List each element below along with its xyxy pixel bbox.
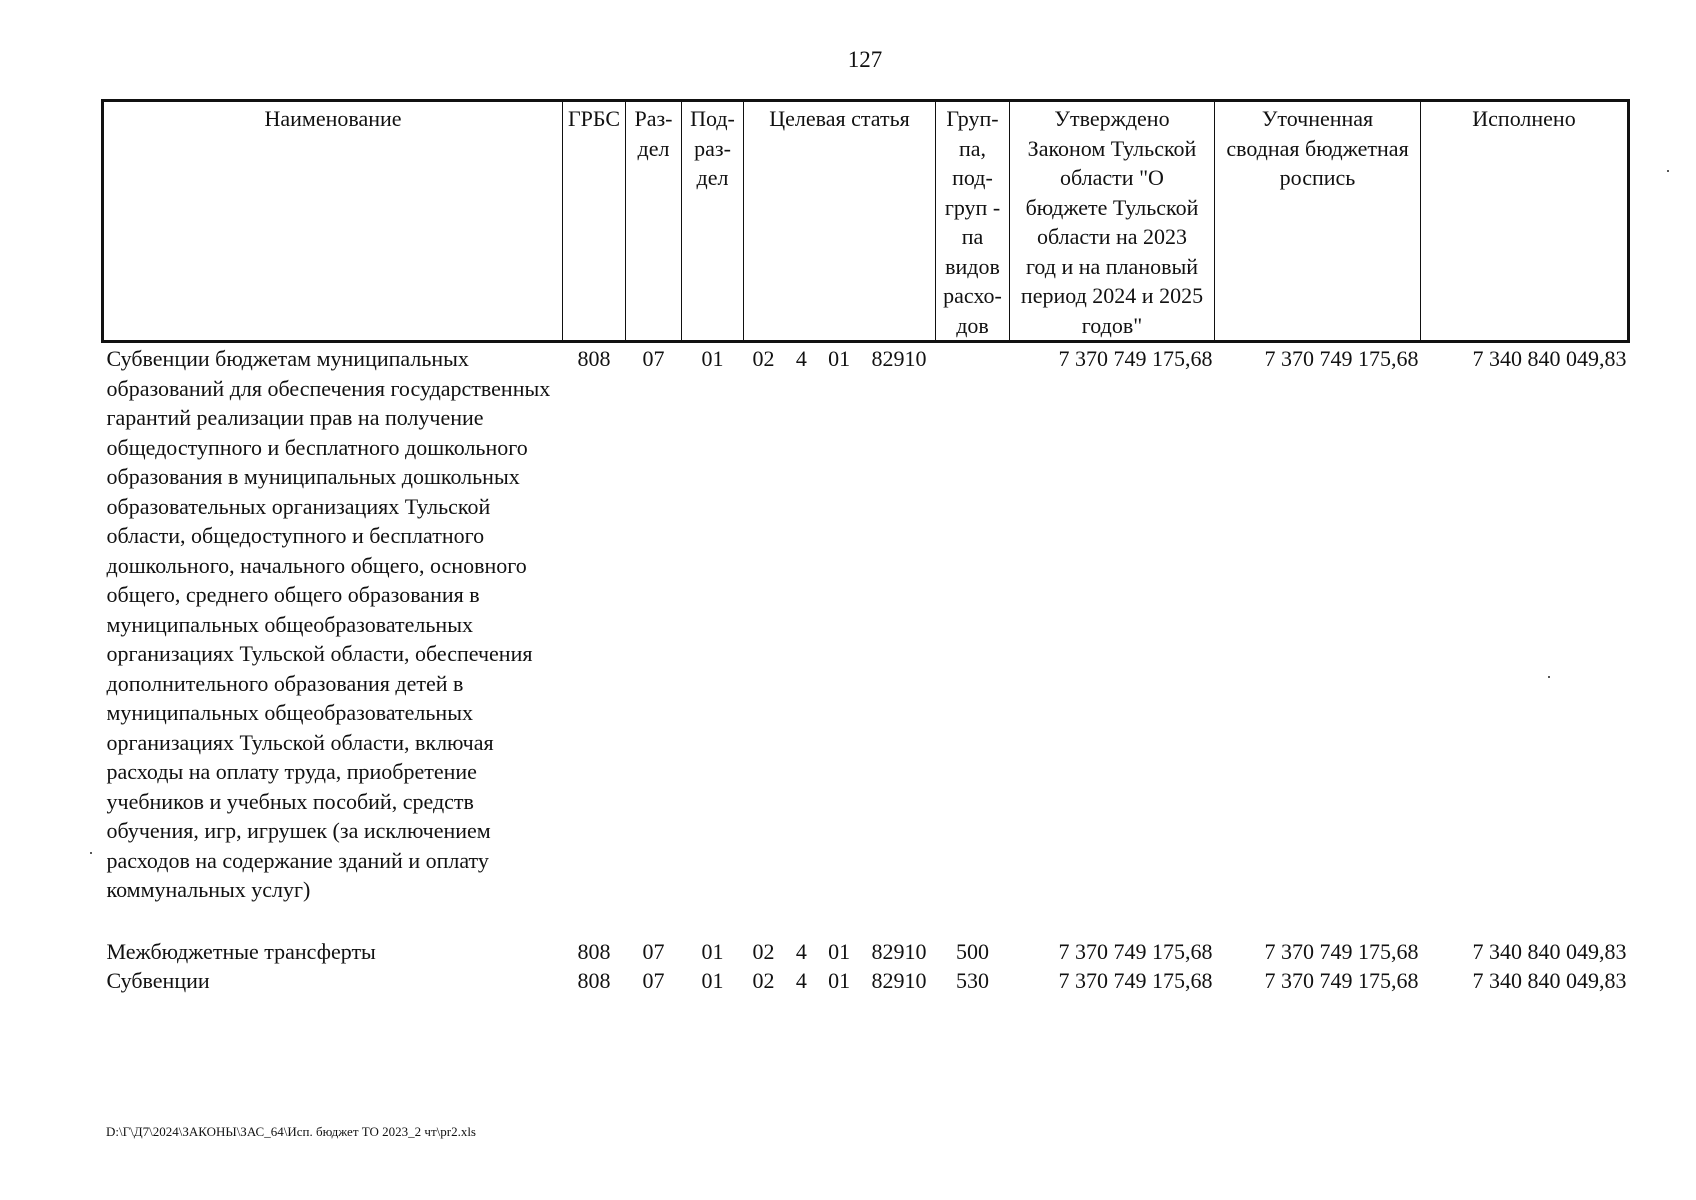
header-group: Груп- па, под- груп - па видов расхо- дов: [936, 101, 1010, 342]
row-name: Субвенции бюджетам муниципальных образований для обеспечения государственных гарантий реализации прав на получение общедоступного и бесплатного дошкольного образования в муниципальных дошкольных образовательных организациях Тульской области, общедоступного и бесплатного дошкольного, начального общего, основного общего, среднего общего образования в муниципальных общеобразовательных организациях Тульской области, обеспечения дополнительного образования детей в муниципальных общеобразовательных организациях Тульской области, включая расходы на оплату труда, приобретение учебников и учебных пособий, средств обучения, игр, игрушек (за исключением расходов на содержание зданий и оплату коммунальных услуг): [106, 346, 551, 902]
target-type: 4: [795, 938, 807, 964]
target-program: 02: [752, 938, 775, 964]
row-razdel: 07: [642, 968, 665, 993]
header-razdel: Раз- дел: [626, 101, 682, 342]
table-row: [103, 966, 1629, 996]
row-refined: 7 370 749 175,68: [1264, 938, 1419, 964]
header-name: Наименование: [103, 101, 563, 342]
header-podrazdel: Под- раз- дел: [682, 101, 744, 342]
row-group: 500: [956, 938, 989, 964]
target-program: 02: [752, 968, 775, 993]
target-item: 01: [828, 968, 851, 993]
footer-file-path: D:\Г\Д7\2024\ЗАКОНЫ\ЗАС_64\Исп. бюджет ТО 2023_2 чт\pr2.xls: [106, 1124, 476, 1139]
target-direction: 82910: [871, 346, 927, 371]
table-row: [103, 937, 1629, 967]
row-group: 530: [956, 968, 989, 993]
row-target: [744, 966, 936, 996]
target-direction: 82910: [871, 968, 927, 993]
target-item: 01: [828, 938, 851, 964]
row-executed: 7 340 840 049,83: [1472, 938, 1627, 964]
table-header: [103, 101, 1629, 342]
header-target: Целевая статья: [744, 101, 936, 342]
table-row: [103, 342, 1629, 937]
scan-speck: [90, 852, 92, 854]
row-podrazdel: 01: [701, 938, 724, 964]
row-name: Межбюджетные трансферты: [106, 938, 376, 964]
row-approved: 7 370 749 175,68: [1058, 968, 1213, 993]
row-podrazdel: 01: [701, 346, 724, 371]
row-approved: 7 370 749 175,68: [1058, 938, 1213, 964]
row-grbs: 808: [577, 346, 611, 371]
row-target: [744, 342, 936, 937]
row-refined: 7 370 749 175,68: [1264, 968, 1419, 993]
scan-speck: [1667, 170, 1669, 172]
row-razdel: 07: [642, 346, 665, 371]
target-type: 4: [795, 346, 807, 371]
row-target: [744, 937, 936, 967]
header-executed: Исполнено: [1421, 101, 1629, 342]
target-type: 4: [795, 968, 807, 993]
header-grbs: ГРБС: [563, 101, 626, 342]
target-program: 02: [752, 346, 775, 371]
row-podrazdel: 01: [701, 968, 724, 993]
row-group: [936, 342, 1010, 937]
scan-speck: [1548, 676, 1550, 678]
target-item: 01: [828, 346, 851, 371]
target-direction: 82910: [871, 938, 927, 964]
row-razdel: 07: [642, 938, 665, 964]
row-refined: 7 370 749 175,68: [1264, 346, 1419, 371]
row-executed: 7 340 840 049,83: [1472, 968, 1627, 993]
row-executed: 7 340 840 049,83: [1472, 346, 1627, 371]
header-refined: Уточненная сводная бюджетная роспись: [1215, 101, 1421, 342]
row-grbs: 808: [577, 938, 611, 964]
row-approved: 7 370 749 175,68: [1058, 346, 1213, 371]
page-number: 127: [847, 47, 883, 72]
budget-table: [101, 99, 1630, 996]
row-grbs: 808: [577, 968, 611, 993]
header-approved: Утверждено Законом Тульской области "О бюджете Тульской области на 2023 год и на плановый период 2024 и 2025 годов": [1010, 101, 1215, 342]
row-name: Субвенции: [106, 968, 210, 993]
